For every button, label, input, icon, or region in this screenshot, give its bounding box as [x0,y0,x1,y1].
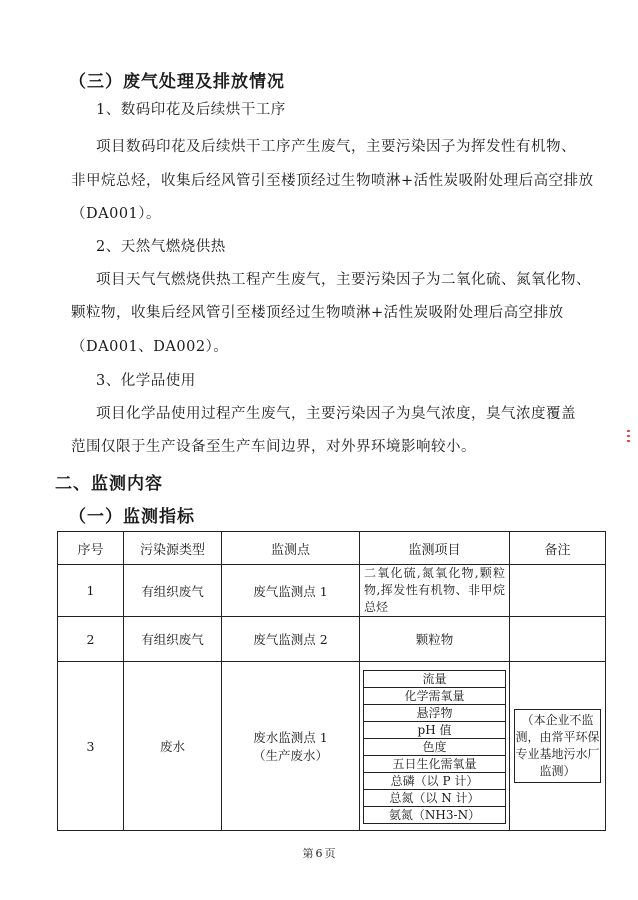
cell-point: 废气监测点 2 [222,617,360,662]
point-line1: 废水监测点 1 [253,730,328,745]
subsection-heading-indicators: （一）监测指标 [69,507,195,527]
item1-paragraph-line2: 非甲烷总烃，收集后经风管引至楼顶经过生物喷淋+活性炭吸附处理后高空排放 [71,173,594,189]
item3-paragraph-line1: 项目化学品使用过程产生废气，主要污染因子为臭气浓度，臭气浓度覆盖 [96,406,576,422]
list-item: 化学需氧量 [363,687,506,705]
cell-note [510,565,606,617]
header-cell-note: 备注 [510,532,606,565]
item2-paragraph-line1: 项目天气气燃烧供热工程产生废气，主要污染因子为二氧化硫、氮氧化物、 [96,272,591,288]
cell-items [360,565,510,617]
footer-suffix: 页 [324,847,336,860]
cell-no: 3 [58,662,124,831]
item1-title: 1、数码印花及后续烘干工序 [96,102,286,118]
item2-title: 2、天然气燃烧供热 [96,239,226,255]
items-text: 二氧化硫,氮氧化物,颗粒物,挥发性有机物、非甲烷总烃 [364,566,505,614]
point-line2: （生产废水） [252,748,328,763]
list-item: 五日生化需氧量 [363,755,506,773]
cell-type: 废水 [124,662,222,831]
list-item: 总磷（以 P 计） [363,772,506,790]
cell-note [510,662,606,831]
page-footer [0,845,638,861]
header-cell-no: 序号 [58,532,124,565]
list-item: 氨氮（NH3-N） [363,806,506,824]
cell-items: 颗粒物 [360,617,510,662]
header-cell-type: 污染源类型 [124,532,222,565]
header-cell-items: 监测项目 [360,532,510,565]
header-cell-point: 监测点 [222,532,360,565]
item2-paragraph-line2: 颗粒物，收集后经风管引至楼顶经过生物喷淋+活性炭吸附处理后高空排放 [71,305,564,321]
cell-type: 有组织废气 [124,617,222,662]
list-item: 悬浮物 [363,704,506,722]
list-item: 总氮（以 N 计） [363,789,506,807]
item2-paragraph-line3: （DA001、DA002）。 [71,339,229,355]
cell-point: 废气监测点 1 [222,565,360,617]
item3-paragraph-line2: 范围仅限于生产设备至生产车间边界，对外界环境影响较小。 [71,439,476,455]
item1-paragraph-line1: 项目数码印花及后续烘干工序产生废气，主要污染因子为挥发性有机物、 [96,139,576,155]
cell-items [360,662,510,831]
cell-no: 1 [58,565,124,617]
item1-paragraph-line3: （DA001）。 [71,206,162,222]
list-item: pH 值 [363,721,506,739]
cell-type: 有组织废气 [124,565,222,617]
section-heading-exhaust: （三）废气处理及排放情况 [69,72,285,92]
table-header-row [58,532,606,565]
table-row [58,662,606,831]
footer-page-number: 6 [315,847,323,860]
section-heading-monitoring: 二、监测内容 [55,474,163,494]
footer-prefix: 第 [302,847,314,860]
table-row [58,565,606,617]
table-row [58,617,606,662]
cell-no: 2 [58,617,124,662]
monitoring-table [57,531,606,831]
note-text: （本企业不监测，由常平环保专业基地污水厂监测） [514,709,601,783]
cell-point [222,662,360,831]
item3-title: 3、化学品使用 [96,373,196,389]
cell-note [510,617,606,662]
list-item: 流量 [363,670,506,688]
list-item: 色度 [363,738,506,756]
scan-mark [627,430,631,446]
